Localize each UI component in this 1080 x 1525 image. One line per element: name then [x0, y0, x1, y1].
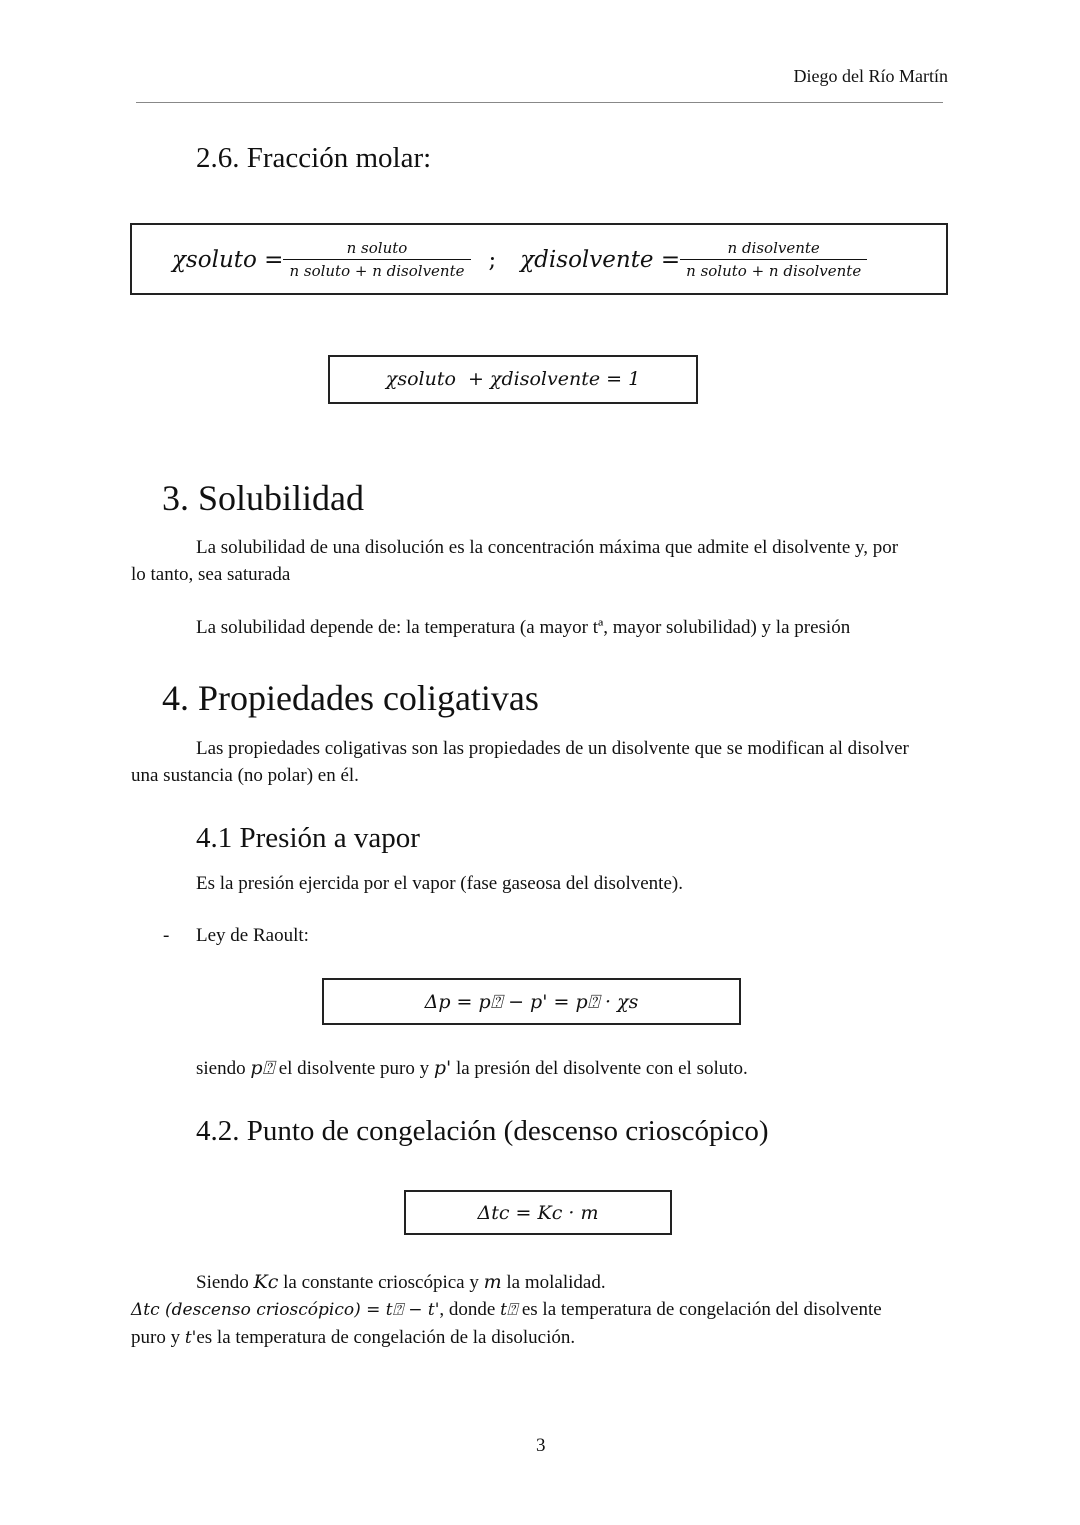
text: la constante crioscópica y	[278, 1272, 484, 1293]
formula-box-raoult	[322, 978, 741, 1025]
formula-box-cryoscopic	[404, 1190, 672, 1235]
formula-box-sum	[328, 355, 698, 404]
text: es la temperatura de congelación de la disolución.	[196, 1327, 576, 1348]
page-number: 3	[536, 1435, 546, 1456]
header-divider	[136, 102, 943, 103]
math-inline: p'	[433, 1057, 452, 1079]
bullet-dash: -	[163, 925, 170, 946]
math-inline: t'	[184, 1328, 197, 1348]
denominator: n soluto + n disolvente	[686, 262, 862, 280]
formula-sum: χsoluto + χdisolvente = 1	[385, 368, 641, 390]
fraction-disolvente	[686, 239, 861, 280]
math-inline: p⍰	[250, 1057, 274, 1079]
math-inline: t⍰	[500, 1300, 518, 1320]
text: el disolvente puro y	[273, 1058, 434, 1079]
section-title-4-1: 4.1 Presión a vapor	[196, 822, 420, 854]
section-title-2-6: 2.6. Fracción molar:	[196, 142, 432, 174]
numerator: n disolvente	[680, 239, 867, 260]
list-item-raoult: Ley de Raoult:	[196, 925, 309, 946]
separator: ;	[488, 246, 497, 273]
paragraph-line: La solubilidad de una disolución es la concentración máxima que admite el disolvente y, por	[196, 537, 899, 558]
section-title-3: 3. Solubilidad	[162, 478, 365, 518]
paragraph-line: Las propiedades coligativas son las propiedades de un disolvente que se modifican al disolver	[196, 738, 909, 759]
formula-raoult: Δp = p⍰ − p' = p⍰ · χs	[424, 991, 639, 1013]
paragraph-raoult-note	[196, 1057, 748, 1080]
text: puro y	[131, 1327, 185, 1348]
numerator: n soluto	[283, 239, 470, 260]
section-title-4: 4. Propiedades coligativas	[162, 678, 539, 718]
math-inline: m	[483, 1271, 502, 1293]
paragraph: Es la presión ejercida por el vapor (fase gaseosa del disolvente).	[196, 873, 683, 894]
formula-lhs-disolvente: χdisolvente =	[520, 246, 681, 273]
paragraph-line: una sustancia (no polar) en él.	[131, 765, 359, 786]
paragraph-line	[131, 1327, 575, 1349]
paragraph-line	[196, 1271, 606, 1294]
text: Siendo	[196, 1272, 254, 1293]
paragraph-line	[131, 1299, 882, 1321]
text: la presión del disolvente con el soluto.	[451, 1058, 748, 1079]
text: siendo	[196, 1058, 251, 1079]
text: la molalidad.	[501, 1272, 606, 1293]
paragraph: La solubilidad depende de: la temperatura (a mayor tª, mayor solubilidad) y la presión	[196, 617, 851, 638]
math-inline: Δtc (descenso crioscópico) = t⍰ − t'	[131, 1300, 440, 1320]
denominator: n soluto + n disolvente	[289, 262, 465, 280]
paragraph-line: lo tanto, sea saturada	[131, 564, 291, 585]
math-inline: Kc	[253, 1271, 279, 1293]
formula-lhs-soluto: χsoluto =	[172, 246, 284, 273]
fraction-soluto	[289, 239, 464, 280]
formula-box-molar-fraction	[130, 223, 948, 295]
header-author: Diego del Río Martín	[793, 66, 948, 86]
text: , donde	[439, 1299, 501, 1320]
formula-cryoscopic: Δtc = Kc · m	[477, 1202, 599, 1224]
text: es la temperatura de congelación del disolvente	[517, 1299, 882, 1320]
section-title-4-2: 4.2. Punto de congelación (descenso crioscópico)	[196, 1115, 769, 1147]
